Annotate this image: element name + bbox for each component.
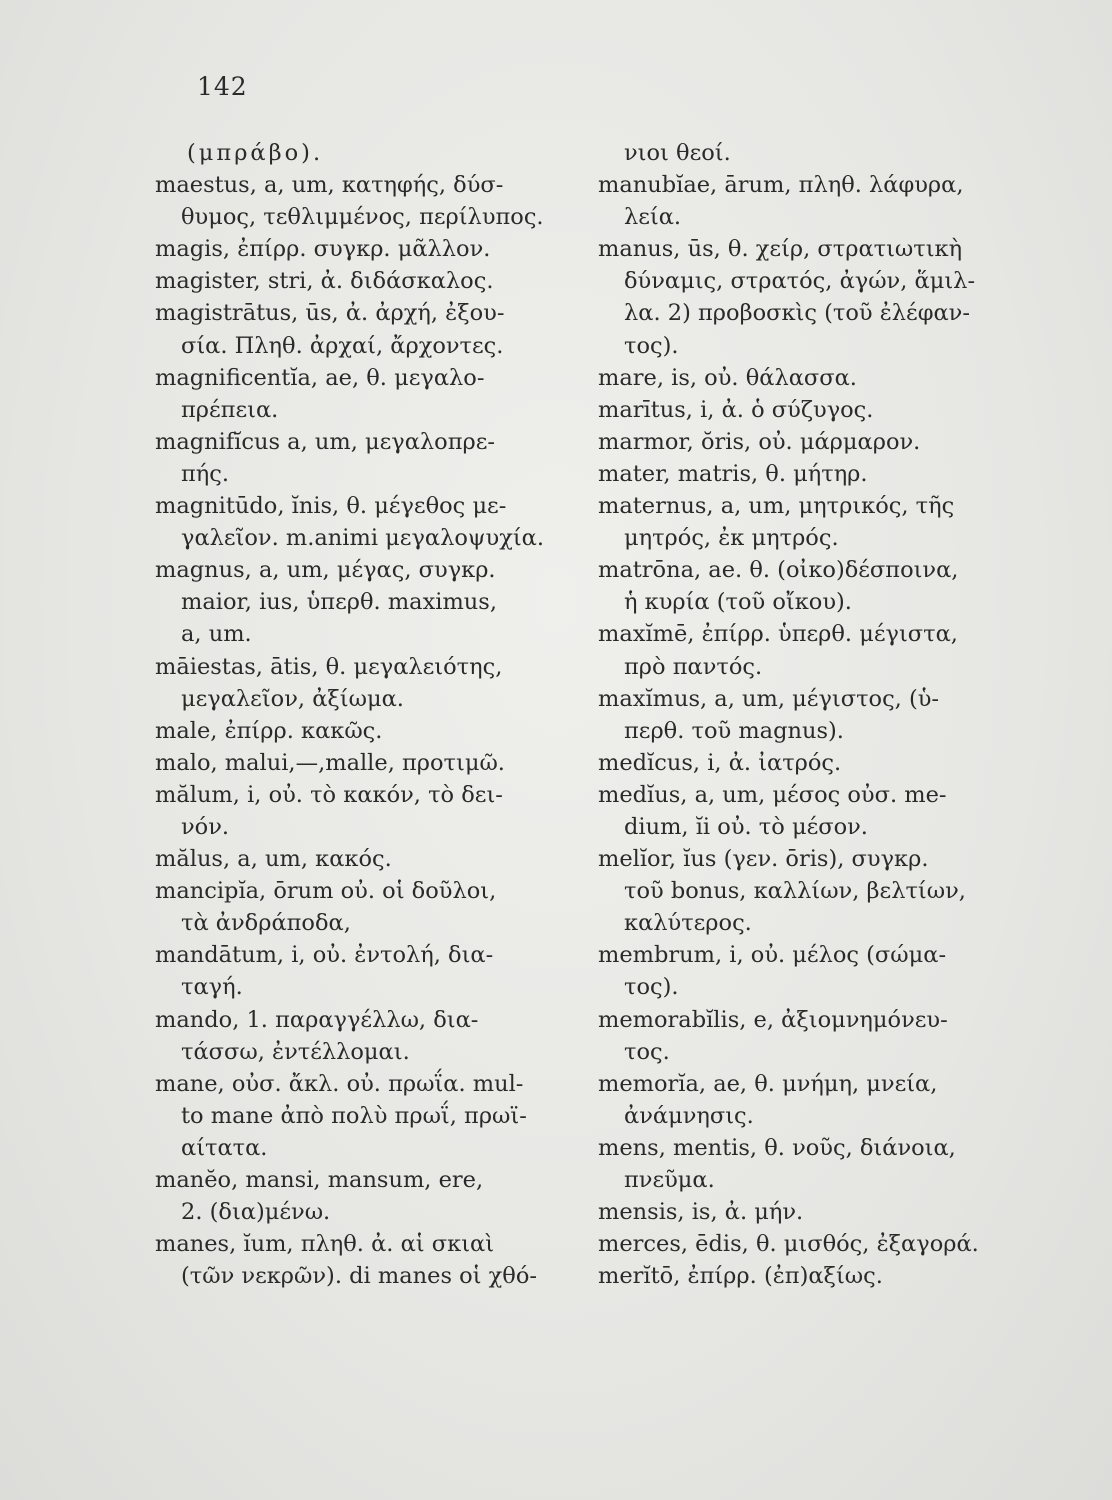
dictionary-line: manus, ūs, θ. χείρ, στρατιωτικὴ [598,236,963,263]
dictionary-line: αίτατα. [181,1134,268,1161]
dictionary-line: ἡ κυρία (τοῦ οἴκου). [624,589,852,616]
dictionary-line: μητρός, ἐκ μητρός. [624,525,839,552]
dictionary-line: maternus, a, um, μητρικός, τῆς [598,493,955,520]
right-column [598,137,1043,1292]
dictionary-line: manĕo, mansi, mansum, ere, [155,1167,484,1193]
dictionary-line: ἀνάμνησις. [624,1102,754,1129]
dictionary-line: dium, ĭi οὐ. τὸ μέσον. [624,813,868,840]
dictionary-line: magis, ἐπίρρ. συγκρ. μᾶλλον. [155,236,491,263]
dictionary-line: magnus, a, um, μέγας, συγκρ. [155,557,496,584]
dictionary-line: λεία. [624,204,682,231]
dictionary-line: θυμος, τεθλιμμένος, περίλυπος. [181,204,544,231]
dictionary-line: to mane ἀπὸ πολὺ πρωΐ, πρωϊ- [181,1102,527,1129]
dictionary-line: μεγαλεῖον, ἀξίωμα. [181,685,404,712]
dictionary-line: mălum, i, οὐ. τὸ κακόν, τὸ δει- [155,781,503,808]
dictionary-line: maestus, a, um, κατηφής, δύσ- [155,172,504,199]
dictionary-line: mane, οὐσ. ἄκλ. οὐ. πρωΐα. mul- [155,1070,524,1097]
dictionary-line: male, ἐπίρρ. κακῶς. [155,717,383,744]
dictionary-line: mandātum, i, οὐ. ἐντολή, δια- [155,942,494,969]
page-number: 142 [197,72,248,101]
dictionary-line: membrum, i, οὐ. μέλος (σώμα- [598,942,947,969]
dictionary-line: νιοι θεοί. [624,140,731,166]
dictionary-line: malo, malui,—,malle, προτιμῶ. [155,749,505,776]
dictionary-line: magistrātus, ūs, ἀ. ἀρχή, ἐξου- [155,300,505,327]
dictionary-line: καλύτερος. [624,910,752,937]
dictionary-line: ταγή. [181,974,243,1001]
dictionary-line: matrōna, ae. θ. (οἰκο)δέσποινα, [598,557,959,584]
dictionary-line: mare, is, οὐ. θάλασσα. [598,364,857,391]
dictionary-line: σία. Πληθ. ἀρχαί, ἄρχοντες. [181,332,504,359]
dictionary-line: merces, ēdis, θ. μισθός, ἐξαγορά. [598,1231,979,1258]
left-column [155,137,585,1292]
dictionary-line: mens, mentis, θ. νοῦς, διάνοια, [598,1134,956,1161]
dictionary-line: magnitūdo, ĭnis, θ. μέγεθος με- [155,493,507,520]
dictionary-line: τος. [624,1038,670,1065]
dictionary-line: mensis, is, ἀ. μήν. [598,1199,804,1226]
dictionary-line: mancipĭa, ōrum οὐ. οἱ δοῦλοι, [155,878,497,905]
dictionary-line: a, um. [181,621,252,648]
dictionary-line: melĭor, ĭus (γεν. ōris), συγκρ. [598,846,929,873]
dictionary-line: manubĭae, ārum, πληθ. λάφυρα, [598,172,964,199]
dictionary-line: πνεῦμα. [624,1167,715,1193]
dictionary-line: magnificentĭa, ae, θ. μεγαλο- [155,364,485,391]
dictionary-line: magister, stri, ἀ. διδάσκαλος. [155,268,494,295]
dictionary-line: marmor, ŏris, οὐ. μάρμαρον. [598,428,921,455]
dictionary-line: maxĭmus, a, um, μέγιστος, (ὑ- [598,685,940,712]
dictionary-line: (μπράβο). [187,140,324,166]
dictionary-line: merĭtō, ἐπίρρ. (ἐπ)αξίως. [598,1263,883,1290]
dictionary-line: memorĭa, ae, θ. μνήμη, μνεία, [598,1070,938,1097]
dictionary-line: 2. (δια)μένω. [181,1199,331,1226]
dictionary-line: medĭcus, i, ἀ. ἰατρός. [598,749,842,776]
dictionary-line: (τῶν νεκρῶν). di manes οἱ χθό- [181,1263,537,1290]
dictionary-line: πρέπεια. [181,396,279,423]
dictionary-line: λα. 2) προβοσκὶς (τοῦ ἐλέφαν- [624,300,970,327]
dictionary-line: maxĭmē, ἐπίρρ. ὑπερθ. μέγιστα, [598,621,958,648]
dictionary-line: τοῦ bonus, καλλίων, βελτίων, [624,878,966,905]
dictionary-line: mando, 1. παραγγέλλω, δια- [155,1006,479,1033]
dictionary-line: mălus, a, um, κακός. [155,846,392,873]
dictionary-line: medĭus, a, um, μέσος οὐσ. me- [598,781,947,808]
dictionary-line: νόν. [181,813,230,840]
dictionary-line: marītus, i, ἀ. ὁ σύζυγος. [598,396,874,423]
dictionary-line: γαλεῖον. m.animi μεγαλοψυχία. [181,525,545,552]
dictionary-line: memorabĭlis, e, ἀξιομνημόνευ- [598,1006,948,1033]
dictionary-line: maior, ius, ὑπερθ. maximus, [181,589,497,616]
dictionary-line: τάσσω, ἐντέλλομαι. [181,1038,410,1065]
dictionary-line: magnifĭcus a, um, μεγαλοπρε- [155,428,496,455]
dictionary-line: πής. [181,460,230,487]
dictionary-line: πρὸ παντός. [624,653,763,680]
dictionary-line: mater, matris, θ. μήτηρ. [598,460,868,487]
dictionary-line: māiestas, ātis, θ. μεγαλειότης, [155,653,503,680]
dictionary-line: τὰ ἀνδράποδα, [181,910,351,937]
dictionary-line: τος). [624,974,679,1001]
dictionary-line: τος). [624,332,679,359]
dictionary-line: περθ. τοῦ magnus). [624,717,844,744]
dictionary-line: δύναμις, στρατός, ἀγών, ἅμιλ- [624,268,976,295]
dictionary-line: manes, ĭum, πληθ. ἀ. αἱ σκιαὶ [155,1231,495,1258]
